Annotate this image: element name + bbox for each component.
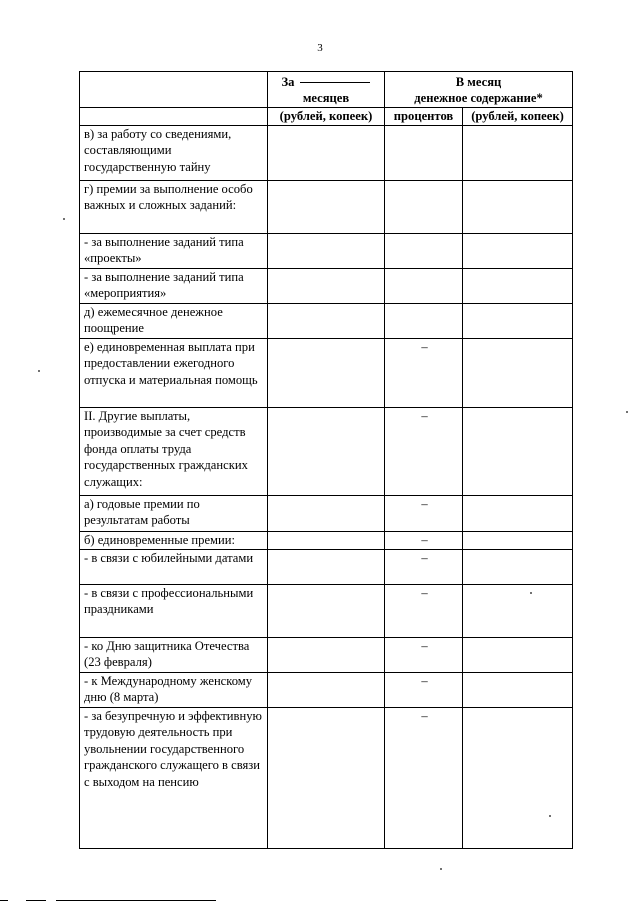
cell-period (268, 180, 385, 233)
cell-period (268, 268, 385, 303)
cell-period (268, 707, 385, 848)
cell-percent: – (385, 707, 463, 848)
cell-period (268, 233, 385, 268)
cell-month (463, 531, 573, 549)
cell-month (463, 407, 573, 495)
cell-percent (385, 303, 463, 338)
table-row (80, 637, 573, 672)
row-label: - в связи с профессиональными праздниками (80, 584, 268, 637)
cell-month (463, 303, 573, 338)
page-number: 3 (317, 42, 323, 54)
cell-month (463, 637, 573, 672)
cell-period (268, 407, 385, 495)
cell-month (463, 672, 573, 707)
row-label: а) годовые премии по результатам работы (80, 495, 268, 531)
header-period-suffix: месяцев (302, 91, 350, 106)
row-label: II. Другие выплаты, производимые за счет средств фонда оплаты труда государственных гражданских служащих: (80, 407, 268, 495)
row-label: - за выполнение заданий типа «проекты» (80, 233, 268, 268)
cell-period (268, 549, 385, 584)
header-per-month-line1: В месяц (455, 74, 502, 89)
row-label: г) премии за выполнение особо важных и сложных заданий: (80, 180, 268, 233)
units-percent: процентов (385, 108, 463, 126)
cell-percent: – (385, 531, 463, 549)
row-label: - в связи с юбилейными датами (80, 549, 268, 584)
scan-speck (440, 868, 442, 870)
cell-percent: – (385, 584, 463, 637)
cell-period (268, 531, 385, 549)
cell-percent (385, 233, 463, 268)
cell-period (268, 495, 385, 531)
scan-speck (63, 218, 65, 220)
table-row (80, 233, 573, 268)
header-period-prefix: За (281, 74, 295, 89)
scan-speck (530, 592, 532, 594)
cell-month (463, 338, 573, 407)
scan-edge-mark (0, 900, 8, 901)
cell-percent: – (385, 549, 463, 584)
cell-month (463, 233, 573, 268)
row-label: - за выполнение заданий типа «мероприятия» (80, 268, 268, 303)
row-label: - за безупречную и эффективную трудовую деятельность при увольнении государственного гражданского служащего в связи с выходом на пенсию (80, 707, 268, 848)
cell-percent (385, 125, 463, 180)
cell-month (463, 707, 573, 848)
cell-month (463, 584, 573, 637)
cell-month (463, 268, 573, 303)
table-row (80, 125, 573, 180)
row-label: е) единовременная выплата при предоставлении ежегодного отпуска и материальная помощь (80, 338, 268, 407)
units-rubles: (рублей, копеек) (268, 108, 385, 126)
units-rubles-month: (рублей, копеек) (463, 108, 573, 126)
units-empty-cell (80, 108, 268, 126)
table-row (80, 707, 573, 848)
table-row (80, 672, 573, 707)
cell-percent: – (385, 637, 463, 672)
row-label: - к Международному женскому дню (8 марта) (80, 672, 268, 707)
cell-period (268, 125, 385, 180)
table-row (80, 407, 573, 495)
cell-percent (385, 268, 463, 303)
table-row (80, 495, 573, 531)
scan-speck (626, 411, 628, 413)
table-row (80, 531, 573, 549)
scan-speck (38, 370, 40, 372)
header-empty-cell (80, 72, 268, 108)
header-per-month-line2: денежное содержание* (414, 91, 543, 106)
row-label: б) единовременные премии: (80, 531, 268, 549)
cell-percent: – (385, 495, 463, 531)
cell-percent (385, 180, 463, 233)
table-row (80, 338, 573, 407)
scan-edge-mark (56, 900, 216, 901)
cell-period (268, 584, 385, 637)
table-row (80, 303, 573, 338)
cell-period (268, 338, 385, 407)
header-period (268, 72, 385, 108)
table-row (80, 268, 573, 303)
table-row (80, 180, 573, 233)
scan-edge-mark (26, 900, 46, 901)
cell-month (463, 125, 573, 180)
cell-period (268, 303, 385, 338)
cell-month (463, 180, 573, 233)
cell-period (268, 637, 385, 672)
cell-period (268, 672, 385, 707)
row-label: - ко Дню защитника Отечества (23 февраля) (80, 637, 268, 672)
cell-percent: – (385, 672, 463, 707)
cell-month (463, 495, 573, 531)
cell-percent: – (385, 338, 463, 407)
table-row (80, 549, 573, 584)
cell-month (463, 549, 573, 584)
header-per-month (385, 72, 573, 108)
header-period-blank (300, 82, 370, 83)
table-row (80, 584, 573, 637)
payments-table (79, 71, 573, 849)
cell-percent: – (385, 407, 463, 495)
row-label: д) ежемесячное денежное поощрение (80, 303, 268, 338)
scan-speck (549, 815, 551, 817)
row-label: в) за работу со сведениями, составляющими государственную тайну (80, 125, 268, 180)
